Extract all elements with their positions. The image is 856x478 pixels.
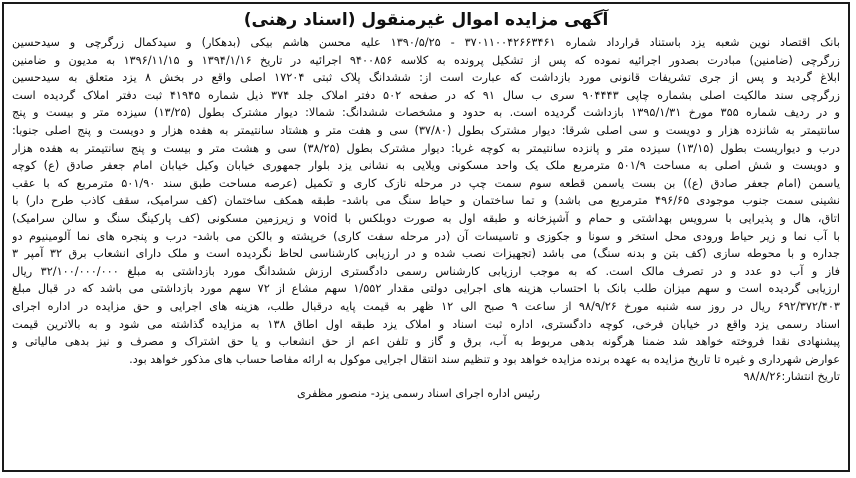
body-line: اسناد رسمی یزد واقع در خیابان فرخی، کوچه دادگستری، اداره ثبت اسناد و املاک یزد طبقه اول اطاق ۱۳۸ به مزایده گذاشته می شود و به بالاترین قیمت [12,317,840,331]
body-line: جداره و با محوطه سازی (کف بتن و بدنه سنگ) می باشد (تجهیزات نصب شده و در ارزیابی کارشناسی لحاظ نگردیده است و ملک دارای انشعاب برق ۳۲ آمپر ۳ [12,247,840,261]
body-line: سانتیمتر به شانزده هزار و دویست و سی اصلی شرقا: دیوار مشترک بطول (۳۷/۸۰) سی و هفت متر و هشتاد سانتیمتر به هفده هزار و دویست و پنج اصلی جنوبا: [12,123,840,137]
body-line: و دویست و شش اصلی به مساحت ۵۰۱/۹ مترمربع ملک یک واحد مسکونی ویلایی به نشانی یزد بلوار جمهوری خیابان وکیل خیابان امام جعفر صادق (ع) کوچه [12,159,840,173]
body-line: درب و دیواریست بطول (۱۳/۱۵) سیزده متر و پانزده سانتیمتر به کوچه غربا: دیوار مشترک بطول (۳۸/۲۵) سی و هشت متر و بیست و پنج سانتیمتر به هفده هزار [12,141,840,155]
body-line: پیشنهادی نقدا فروخته خواهد شد ضمنا هرگونه بدهی مربوط به آب، برق و گاز و تلفن اعم از حق انشعاب و یا حق اشتراک و مصرف و نیز بدهی مالیاتی و [12,335,840,349]
body-line: زرگرچی (ضامنین) مبادرت بصدور اجرائیه نموده که پس از تشکیل پرونده به کلاسه ۹۴۰۰۸۵۶ اجرائیه در تاریخ ۱۳۹۴/۱/۱۶ و ۱۳۹۶/۱۱/۱۵ به مدیون و ضامنین [12,53,840,67]
body-line: ۶۹۲/۳۷۲/۴۰۳ ریال در روز سه شنبه مورخ ۹۸/۹/۲۶ از ساعت ۹ صبح الی ۱۲ ظهر به قیمت پایه درقبال طلب، هزینه های اجرایی و حق مزایده در اداره اجرای [12,299,840,313]
body-line: زرگرچی سند مالکیت اصلی بشماره چاپی ۹۰۴۴۴۳ سری ب سال ۹۱ که در صفحه ۵۰۲ دفتر املاک جلد ۳۷۴ ذیل شماره ۴۱۹۴۵ ثبت دفتر املاک گردیده است [12,88,840,102]
body-line: ابلاغ گردید و پس از جری تشریفات قانونی مورد بازداشت که عبارت است از: ششدانگ پلاک ثبتی ۱۷۲۰۴ اصلی واقع در بخش ۸ یزد متعلق به سیدحسین [12,71,840,85]
signature: رئیس اداره اجرای اسناد رسمی یزد- منصور مظفری [296,387,540,401]
body-line: بانک اقتصاد نوین شعبه یزد باستناد قرارداد شماره ۳۷۰۱۱۰۰۴۲۶۶۳۴۶۱ - ۱۳۹۰/۵/۲۵ علیه محسن هاشم بیکی (بدهکار) و سیدکمال زرگرچی و سیدحسین [12,36,840,49]
body-line: با آب نما و زیر حیاط ورودی محل استخر و سونا و جکوزی و تاسیسات آن (در مرحله سفت کاری) خرپشته و بالکن می باشد- درب و پنجره های نما آلومینیوم دو [12,229,840,243]
notice-title: آگهی مزایده اموال غیرمنقول (اسناد رهنی) [243,10,609,30]
body-line: نشینی سمت جنوب موجودی ۴۹۶/۶۵ مترمربع می باشد) و تما ساختمان و حیاط سنگ می باشد- طبقه همکف ساختمان (کف سرامیک، سقف کاذب طرح دار) با [12,194,840,208]
body-line: عوارض شهرداری و غیره تا تاریخ مزایده به عهده برنده مزایده خواهد بود و تنظیم سند انتقال اجرایی موکول به ارائه مفاصا حساب های مذکور خواهد بود. [129,352,840,366]
auction-notice [2,2,850,472]
body-line: یاسمن (امام جعفر صادق (ع)) بن بست یاسمن قطعه سوم سمت چپ در مرحله نازک کاری و تکمیل (عرصه مساحت طبق سند ۵۰۱/۹۰ مترمربع که با عقب [12,176,840,190]
body-line: فاز و آب دو عدد و در تصرف مالک است. که به موجب ارزیابی کارشناس رسمی دادگستری ارزش ششدانگ مورد بازداشتی به مبلغ ۳۲/۱۰۰/۰۰۰/۰۰۰ ریال [12,264,840,278]
body-line: و در ردیف شماره ۳۵۵ مورخ ۱۳۹۵/۱/۳۱ بازداشت گردیده است. به حدود و مشخصات ششدانگ: شمالا: دیوار مشترک بطول (۱۳/۲۵) سیزده متر و بیست و پنج [12,106,840,120]
body-line: ارزیابی گردیده است و سهم میزان طلب بانک با احتساب هزینه های اجرایی دولتی مقدار ۱/۵۵۲ سهم مشاع از ۷۲ سهم مورد بازداشتی می باشد که در قبال مبلغ [12,282,840,296]
body-line: اتاق، هال و پذیرایی با سرویس بهداشتی و حمام و آشپزخانه و طبقه اول به صورت دوبلکس با void و زیرزمین مسکونی (کف پارکینگ سنگ و سالن سرامیک) [12,211,840,225]
notice-body [12,34,840,368]
publish-date: تاریخ انتشار:۹۸/۸/۲۶ [743,370,840,384]
notice-footer [12,368,840,402]
